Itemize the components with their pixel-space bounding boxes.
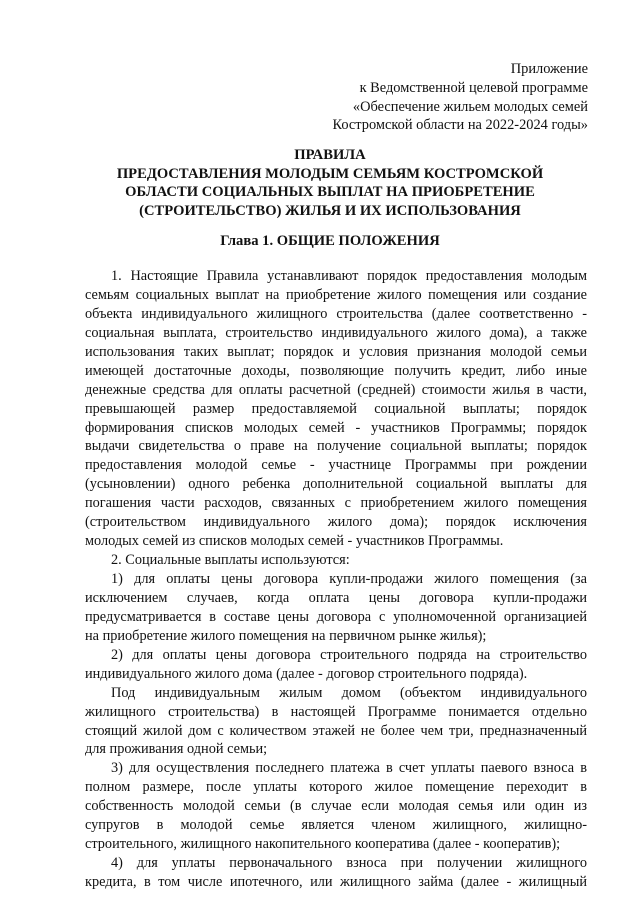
chapter-heading: Глава 1. ОБЩИЕ ПОЛОЖЕНИЯ [220,233,440,249]
body-line: индивидуального жилого дома (далее - договор строительного подряда). [85,665,528,682]
title-line: ПРЕДОСТАВЛЕНИЯ МОЛОДЫМ СЕМЬЯМ КОСТРОМСКОЙ [116,165,544,182]
body-line: собственность молодой семьи (в случае если молодая семья или один из [85,798,587,815]
body-line: исключением случаев, когда оплата цены договора купли-продажи [85,589,587,606]
body-line: 2. Социальные выплаты используются: [111,552,350,569]
body-line: погашения части расходов, связанных с приобретением жилого помещения [85,495,587,512]
body-line: жилищного строительства) в настоящей Программе понимается отдельно [85,703,587,720]
body-line: формирования списков молодых семей - участников Программы; порядок [85,419,587,436]
body-line: молодых семей из списков молодых семей - участников Программы. [85,533,504,550]
body-line: выдачи свидетельства о праве на получение социальной выплаты; порядок [85,438,587,455]
title-line: ПРАВИЛА [294,147,366,163]
body-line: на приобретение жилого помещения на первичном рынке жилья); [85,627,487,644]
body-line: семьям социальных выплат на приобретение жилого помещения или создание [85,286,587,303]
body-line: стоящий жилой дом с количеством этажей не более чем три, предназначенный [85,722,587,739]
annex-header [332,60,588,135]
annex-line: Приложение [510,61,588,77]
document-body [85,267,587,892]
body-line: предоставления молодой семье - участнице Программы при рождении [85,457,587,474]
document-title [70,146,590,220]
body-line: (усыновлении) одного ребенка дополнительной социальной выплаты для [85,476,587,493]
body-line: строительного, жилищного накопительного кооператива (далее - кооператив); [85,836,561,853]
title-line: (СТРОИТЕЛЬСТВО) ЖИЛЬЯ И ИХ ИСПОЛЬЗОВАНИЯ [139,202,521,219]
body-line: 4) для уплаты первоначального взноса при получении жилищного [111,855,587,872]
body-line: объекта индивидуального жилищного строительства (далее соответственно - [85,305,587,322]
body-line: 1) для оплаты цены договора купли-продажи жилого помещения (за [111,571,587,587]
body-line: Под индивидуальным жилым домом (объектом индивидуального [111,684,587,701]
body-line: 2) для оплаты цены договора строительного подряда на строительство [111,646,587,663]
body-line: превышающей размер предоставляемой социальной выплаты; порядок [85,400,587,417]
body-line: кредита, в том числе ипотечного, или жилищного займа (далее - жилищный [85,874,587,890]
annex-line: Костромской области на 2022-2024 годы» [332,117,588,134]
body-line: супругов в молодой семье является членом жилищного, жилищно- [85,817,587,834]
body-line: (строительством индивидуального жилого дома); порядок исключения [85,514,587,531]
body-line: полном размере, после уплаты которого жилое помещение переходит в [85,779,587,796]
body-line: 3) для осуществления последнего платежа в счет уплаты паевого взноса в [111,760,587,777]
body-line: использования таких выплат; порядок и условия признания молодой семьи [85,343,587,360]
body-line: для проживания одной семьи; [85,741,268,758]
body-line: имеющей достаточные доходы, позволяющие получить кредит, либо иные [85,362,587,379]
body-line: социальная выплата, строительство индивидуального жилого дома), а также [85,324,587,341]
body-line: предусматривается в составе цены договора с уполномоченной организацией [85,608,587,625]
body-line: 1. Настоящие Правила устанавливают порядок предоставления молодым [111,268,587,284]
annex-line: «Обеспечение жильем молодых семей [352,98,588,115]
body-line: денежные средства для оплаты расчетной (средней) стоимости жилья в части, [85,381,587,398]
annex-line: к Ведомственной целевой программе [359,79,588,96]
title-line: ОБЛАСТИ СОЦИАЛЬНЫХ ВЫПЛАТ НА ПРИОБРЕТЕНИЕ [125,184,535,201]
